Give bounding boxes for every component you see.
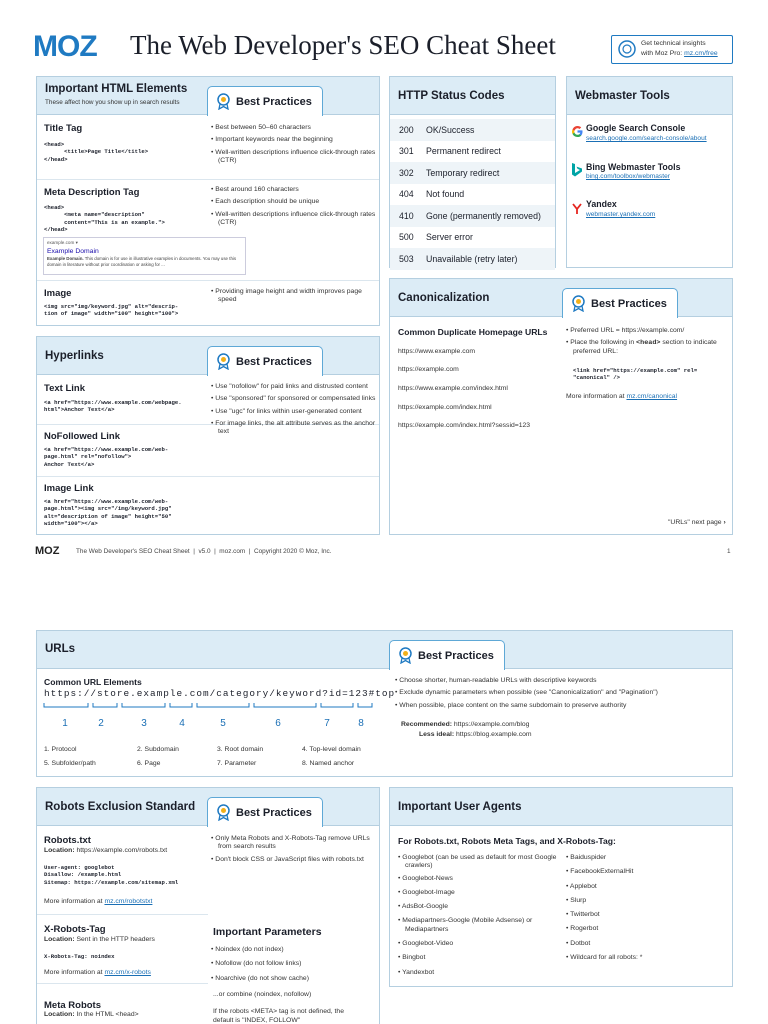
best-practices-label: Best Practices — [236, 95, 312, 108]
legend-item: 7. Parameter — [217, 760, 257, 767]
agent-item: • FacebookExternalHit — [566, 868, 726, 876]
canonicalization-panel — [389, 278, 733, 535]
status-code: 200 — [399, 124, 414, 135]
best-practices-tab — [207, 346, 323, 376]
param-item: • Noarchive (do not show cache) — [211, 975, 376, 983]
agent-item: • Dotbot — [566, 940, 726, 948]
location-label: Location: — [44, 1011, 75, 1018]
promo-text-2: with Moz Pro: — [641, 50, 683, 57]
best-practices-tab — [389, 640, 505, 670]
promo-link[interactable]: mz.cm/free — [684, 50, 718, 57]
image-code: <img src="img/keyword.jpg" alt="descrip- tion of image" width="100" height="100"> — [44, 303, 179, 318]
tool-name: Google Search Console — [586, 123, 686, 133]
title-tag-code: <head> <title>Page Title</title> </head> — [44, 141, 149, 163]
webmaster-tools-panel — [566, 76, 733, 268]
bullet: • Place the following in <head> section to indicate preferred URL: — [566, 339, 728, 356]
url-part-number: 8 — [358, 718, 364, 729]
robots-note: If the robots <META> tag is not defined, the — [213, 1008, 344, 1015]
bullet: • Providing image height and width improves page speed — [211, 288, 376, 305]
canonical-code: <link href="https://example.com" rel= "canonical" /> — [573, 367, 698, 382]
status-code: 500 — [399, 232, 414, 243]
title-tag-section — [37, 115, 379, 180]
webmaster-title: Webmaster Tools — [575, 90, 670, 102]
text-link-code: <a href="https://www.example.com/webpage. html">Anchor Text</a> — [44, 399, 182, 414]
urls-title: URLs — [45, 643, 76, 655]
robots-txt-label: Robots.txt — [44, 835, 91, 846]
serp-text: This domain is for use in illustrative examples in documents. You may use this domain in literature without prior coordination or asking for ... — [47, 256, 237, 267]
bullet: • Preferred URL = https://example.com/ — [566, 327, 728, 335]
legend-item: 6. Page — [137, 760, 161, 767]
robots-note-default: default is "INDEX, FOLLOW" — [213, 1017, 301, 1024]
legend-item: 3. Root domain — [217, 746, 264, 753]
status-text: Unavailable (retry later) — [426, 253, 518, 264]
image-link-section — [37, 477, 379, 535]
url-part-number: 7 — [324, 718, 330, 729]
tool-link[interactable]: search.google.com/search-console/about — [586, 135, 707, 142]
status-code: 410 — [399, 210, 414, 221]
status-code: 503 — [399, 253, 414, 264]
agent-item: • Twitterbot — [566, 911, 726, 919]
best-practices-label: Best Practices — [236, 806, 312, 819]
serp-title: Example Domain — [47, 248, 99, 255]
footer-text: The Web Developer's SEO Cheat Sheet | v5.0 | moz.com | Copyright 2020 © Moz, Inc. — [76, 548, 332, 555]
status-text: Not found — [426, 189, 465, 200]
best-practices-tab — [207, 797, 323, 827]
yandex-icon — [572, 203, 582, 215]
example-url: https://store.example.com/category/keyword?id=123#top — [44, 688, 396, 699]
status-code: 404 — [399, 189, 414, 200]
agent-item: • Slurp — [566, 897, 726, 905]
legend-item: 2. Subdomain — [137, 746, 179, 753]
agent-item: • Rogerbot — [566, 925, 726, 933]
legend-item: 8. Named anchor — [302, 760, 355, 767]
image-link-code: <a href="https://www.example.com/web- page.html"><img src="/img/keyword.jpg" alt="description of image" height="50" width="100"></a> — [44, 498, 172, 527]
bullet: • Best between 50–60 characters — [211, 124, 376, 132]
hyperlinks-title: Hyperlinks — [45, 350, 104, 362]
nofollow-label: NoFollowed Link — [44, 431, 120, 442]
meta-desc-code: <head> <meta name="description" content="This is an example."> </head> — [44, 204, 165, 233]
image-section — [37, 281, 379, 326]
robots-txt-code: User-agent: googlebot Disallow: /example.html Sitemap: https://example.com/sitemap.xml — [44, 864, 179, 886]
less-ideal-url: https://blog.example.com — [456, 731, 532, 738]
promo-text-1: Get technical insights — [641, 40, 706, 47]
status-text: Server error — [426, 232, 473, 243]
status-code: 301 — [399, 146, 414, 157]
location-value: In the HTML <head> — [76, 1011, 139, 1018]
status-text: OK/Success — [426, 124, 475, 135]
url-part-number: 6 — [275, 718, 281, 729]
moz-logo — [33, 32, 117, 60]
url-part-number: 4 — [179, 718, 185, 729]
param-item: • Nofollow (do not follow links) — [211, 960, 376, 968]
award-icon — [216, 353, 231, 370]
agent-item: • Applebot — [566, 883, 726, 891]
bullet: • For image links, the alt attribute serves as the anchor text — [211, 420, 376, 437]
status-text: Temporary redirect — [426, 167, 500, 178]
dup-url: https://www.example.com — [398, 348, 476, 355]
agent-item: • Googlebot (can be used as default for most Google crawlers) — [398, 854, 558, 871]
important-params-title: Important Parameters — [213, 926, 322, 938]
text-link-label: Text Link — [44, 383, 85, 394]
award-icon — [216, 93, 231, 110]
html-elements-panel — [36, 76, 380, 326]
agent-item: • Yandexbot — [398, 969, 558, 977]
recommended-url: https://example.com/blog — [453, 721, 530, 728]
html-elements-title: Important HTML Elements — [45, 83, 188, 95]
svg-text:MOZ: MOZ — [33, 32, 97, 60]
dup-url: https://example.com/index.html — [398, 404, 492, 411]
serp-url: example.com ▾ — [47, 240, 78, 245]
meta-desc-label: Meta Description Tag — [44, 187, 140, 198]
bullet: • Important keywords near the beginning — [211, 136, 376, 144]
best-practices-tab — [562, 288, 678, 318]
dup-url: https://www.example.com/index.html — [398, 385, 508, 392]
x-robots-label: X-Robots-Tag — [44, 924, 106, 935]
google-icon — [571, 125, 584, 138]
urls-panel — [36, 630, 733, 777]
award-icon — [571, 295, 586, 312]
serp-preview — [43, 237, 246, 275]
x-robots-link[interactable]: mz.cm/x-robots — [104, 969, 151, 976]
canonical-link[interactable]: mz.cm/canonical — [626, 393, 678, 400]
url-part-number: 5 — [220, 718, 226, 729]
url-brackets — [43, 701, 373, 715]
tool-link[interactable]: bing.com/toolbox/webmaster — [586, 173, 670, 180]
status-code: 302 — [399, 167, 414, 178]
footer-logo: MOZ — [35, 545, 60, 557]
page-title: The Web Developer's SEO Cheat Sheet — [130, 30, 556, 60]
bullet: • Use "nofollow" for paid links and distrusted content — [211, 383, 376, 391]
bullet: • When possible, place content on the same subdomain to preserve authority — [395, 702, 730, 710]
best-practices-tab — [207, 86, 323, 116]
bullet: • Don't block CSS or JavaScript files with robots.txt — [211, 856, 376, 864]
url-part-number: 3 — [141, 718, 147, 729]
agent-item: • Googlebot-Video — [398, 940, 558, 948]
legend-item: 5. Subfolder/path — [44, 760, 96, 767]
agent-item: • Googlebot-News — [398, 875, 558, 883]
http-status-panel — [389, 76, 556, 268]
user-agents-panel — [389, 787, 733, 987]
x-robots-section — [37, 915, 208, 984]
status-text: Permanent redirect — [426, 146, 501, 157]
legend-item: 4. Top-level domain — [302, 746, 361, 753]
agent-item: • Googlebot-Image — [398, 889, 558, 897]
agent-item: • Baiduspider — [566, 854, 726, 862]
html-elements-subtitle: These affect how you show up in search results — [45, 99, 180, 106]
recommended-label: Recommended: — [401, 721, 452, 728]
more-info-text: More information at — [44, 969, 105, 976]
tool-name: Yandex — [586, 199, 617, 209]
award-icon — [216, 804, 231, 821]
chevron-right-icon[interactable]: › — [723, 519, 726, 526]
best-practices-label: Best Practices — [236, 355, 312, 368]
best-practices-label: Best Practices — [418, 649, 494, 662]
combine-text: ...or combine (noindex, nofollow) — [213, 991, 312, 998]
bullet: • Best around 160 characters — [211, 186, 376, 194]
promo-box[interactable] — [611, 35, 733, 64]
less-ideal-label: Less ideal: — [419, 731, 455, 738]
tool-name: Bing Webmaster Tools — [586, 162, 681, 172]
agent-item: • Wildcard for all robots: * — [566, 954, 726, 962]
bullet: • Each description should be unique — [211, 198, 376, 206]
next-page-text[interactable]: "URLs" next page — [668, 519, 722, 526]
nofollow-code: <a href="https://www.example.com/web- page.html" rel="nofollow"> Anchor Text</a> — [44, 446, 169, 468]
meta-description-section — [37, 180, 379, 281]
url-elements-subtitle: Common URL Elements — [44, 677, 142, 687]
robots-panel — [36, 787, 380, 1024]
meta-robots-label: Meta Robots — [44, 1000, 101, 1011]
more-info-text: More information at — [566, 393, 627, 400]
award-icon — [398, 647, 413, 664]
dup-url: https://example.com — [398, 366, 459, 373]
title-tag-label: Title Tag — [44, 123, 83, 134]
bullet: • Use "ugc" for links within user-generated content — [211, 408, 376, 416]
image-link-label: Image Link — [44, 483, 94, 494]
url-part-number: 2 — [98, 718, 104, 729]
agent-item: • Bingbot — [398, 954, 558, 962]
location-value: https://example.com/robots.txt — [76, 847, 168, 854]
location-label: Location: — [44, 936, 75, 943]
bullet: • Choose shorter, human-readable URLs with descriptive keywords — [395, 677, 730, 685]
image-label: Image — [44, 288, 72, 299]
hyperlinks-panel — [36, 336, 380, 535]
location-value: Sent in the HTTP headers — [76, 936, 155, 943]
user-agents-subtitle: For Robots.txt, Robots Meta Tags, and X-Robots-Tag: — [398, 836, 616, 846]
bullet: • Use "sponsored" for sponsored or compensated links — [211, 395, 376, 403]
bullet: • Only Meta Robots and X-Robots-Tag remove URLs from search results — [211, 835, 376, 852]
pro-badge-icon — [617, 39, 637, 60]
robotstxt-link[interactable]: mz.cm/robotstxt — [104, 898, 153, 905]
bing-icon — [571, 163, 583, 178]
location-label: Location: — [44, 847, 75, 854]
robots-title: Robots Exclusion Standard — [45, 801, 196, 813]
bullet: • Well-written descriptions influence click-through rates (CTR) — [211, 149, 376, 166]
bullet: • Exclude dynamic parameters when possible (see "Canonicalization" and "Pagination") — [395, 689, 730, 697]
url-part-number: 1 — [62, 718, 68, 729]
page-number: 1 — [727, 548, 731, 555]
serp-bold: Example Domain. — [47, 256, 84, 261]
tool-link[interactable]: webmaster.yandex.com — [586, 211, 656, 218]
agent-item: • AdsBot-Google — [398, 903, 558, 911]
user-agents-title: Important User Agents — [398, 801, 522, 813]
x-robots-code: X-Robots-Tag: noindex — [44, 953, 115, 960]
param-item: • Noindex (do not index) — [211, 946, 376, 954]
robots-txt-section — [37, 826, 208, 915]
legend-item: 1. Protocol — [44, 746, 77, 753]
canonical-subtitle: Common Duplicate Homepage URLs — [398, 327, 548, 337]
status-text: Gone (permanently removed) — [426, 210, 541, 221]
more-info-text: More information at — [44, 898, 105, 905]
best-practices-label: Best Practices — [591, 297, 667, 310]
dup-url: https://example.com/index.html?sessid=123 — [398, 422, 531, 429]
agent-item: • Mediapartners-Google (Mobile Adsense) or Mediapartners — [398, 917, 558, 934]
canonical-title: Canonicalization — [398, 292, 490, 304]
bullet: • Well-written descriptions influence click-through rates (CTR) — [211, 211, 376, 228]
http-title: HTTP Status Codes — [398, 90, 505, 102]
